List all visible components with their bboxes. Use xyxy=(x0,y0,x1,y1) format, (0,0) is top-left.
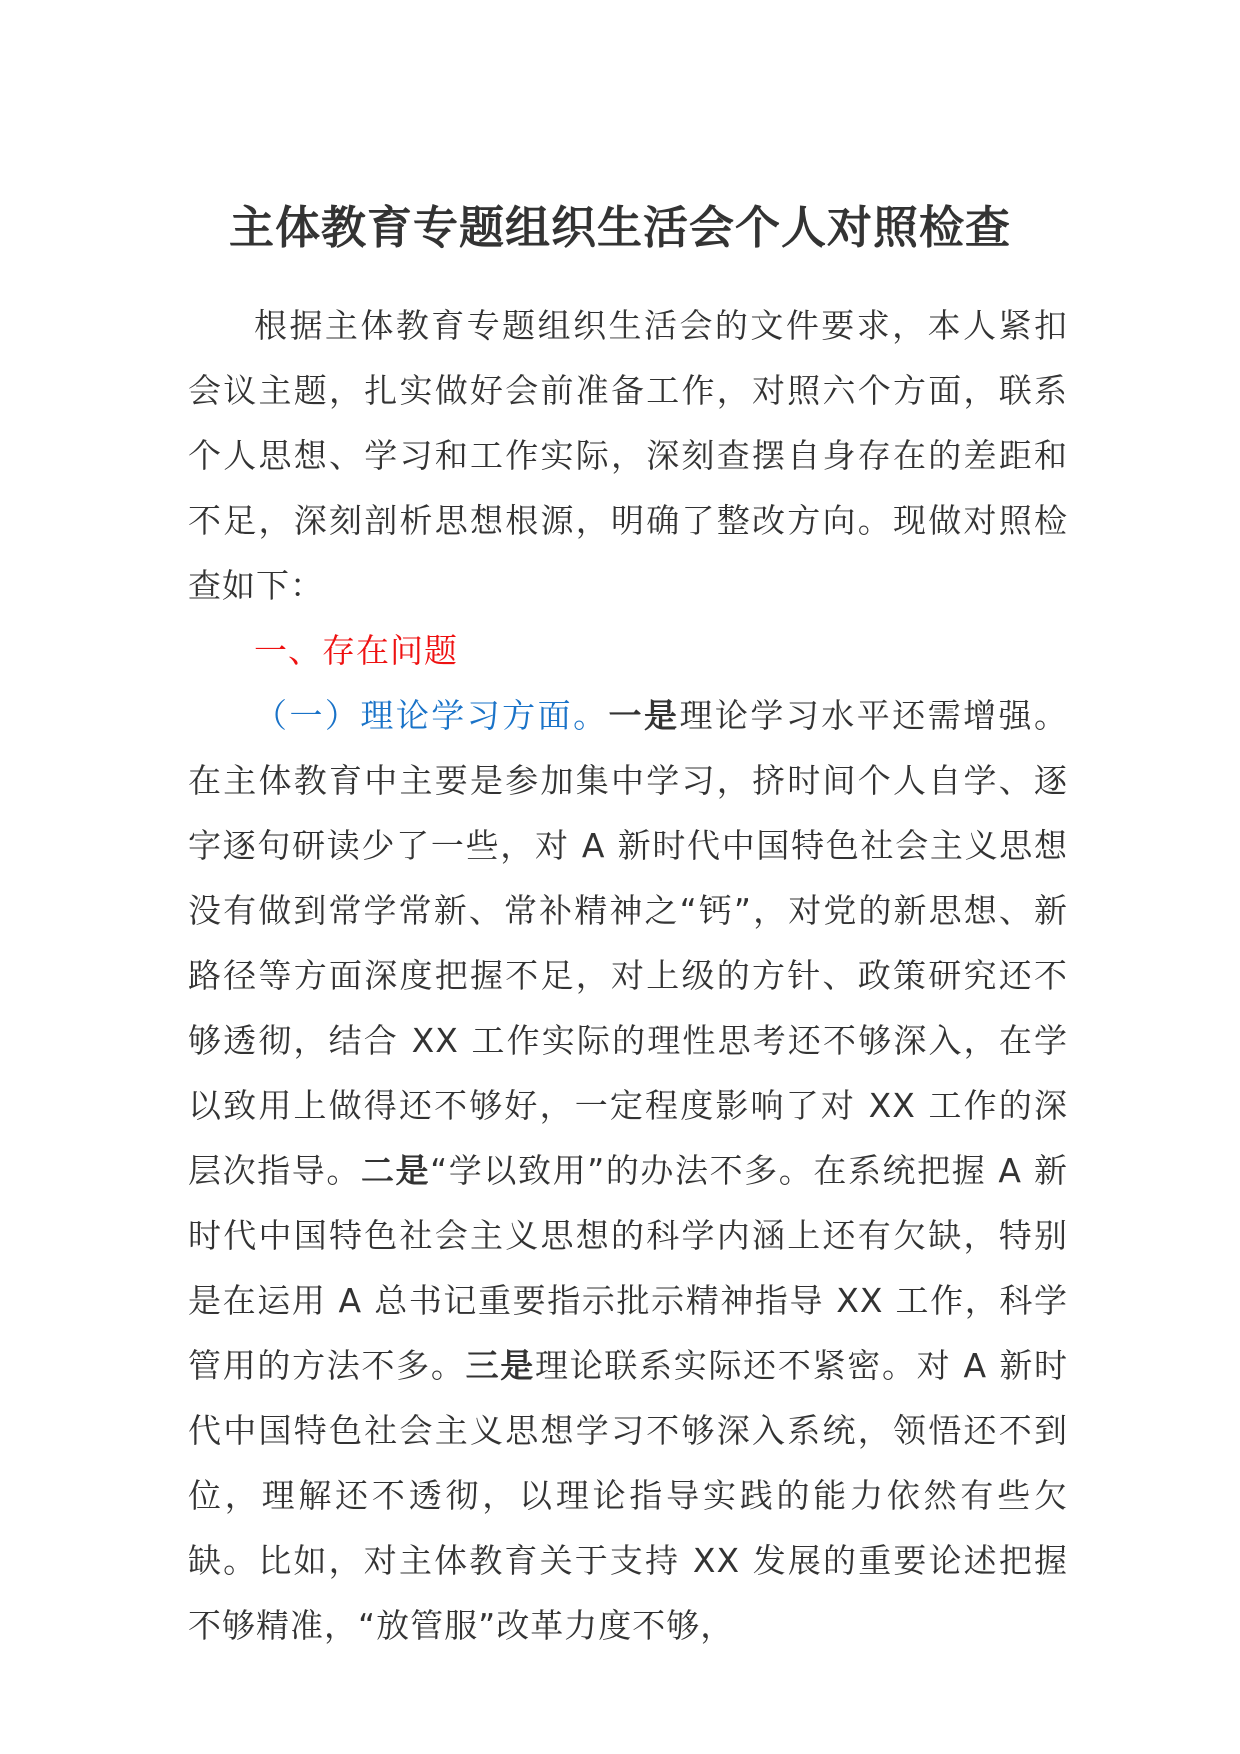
point-one-text: 理论学习水平还需增强。在主体教育中主要是参加集中学习，挤时间个人自学、逐字逐句研读少了一些，对 A 新时代中国特色社会主义思想没有做到常学常新、常补精神之“钙”，对党的新思想、新路径等方面深度把握不足，对上级的方针、政策研究还不够透彻，结合 XX 工作实际的理性思考还不够深入，在学以致用上做得还不够好，一定程度影响了对 XX 工作的深层次指导。 xyxy=(188,696,1069,1190)
theory-study-paragraph xyxy=(188,683,1068,1658)
document-body xyxy=(188,293,1068,1658)
section-heading: 一、存在问题 xyxy=(254,631,458,670)
point-two-label: 二是 xyxy=(360,1151,431,1190)
subsection-heading: （一）理论学习方面。 xyxy=(254,696,609,735)
point-two-text: “学以致用”的办法不多。在系统把握 A 新时代中国特色社会主义思想的科学内涵上还有欠缺，特别是在运用 A 总书记重要指示批示精神指导 XX 工作，科学管用的方法不多。 xyxy=(188,1151,1069,1385)
point-three-text: 理论联系实际还不紧密。对 A 新时代中国特色社会主义思想学习不够深入系统，领悟还不到位，理解还不透彻，以理论指导实践的能力依然有些欠缺。比如，对主体教育关于支持 XX 发展的重要论述把握不够精准，“放管服”改革力度不够， xyxy=(188,1346,1069,1645)
document-title: 主体教育专题组织生活会个人对照检查 xyxy=(228,201,1011,254)
point-one-label: 一是 xyxy=(608,696,680,735)
intro-paragraph: 根据主体教育专题组织生活会的文件要求，本人紧扣会议主题，扎实做好会前准备工作，对照六个方面，联系个人思想、学习和工作实际，深刻查摆自身存在的差距和不足，深刻剖析思想根源，明确了整改方向。现做对照检查如下： xyxy=(188,306,1068,605)
point-three-label: 三是 xyxy=(465,1346,535,1385)
